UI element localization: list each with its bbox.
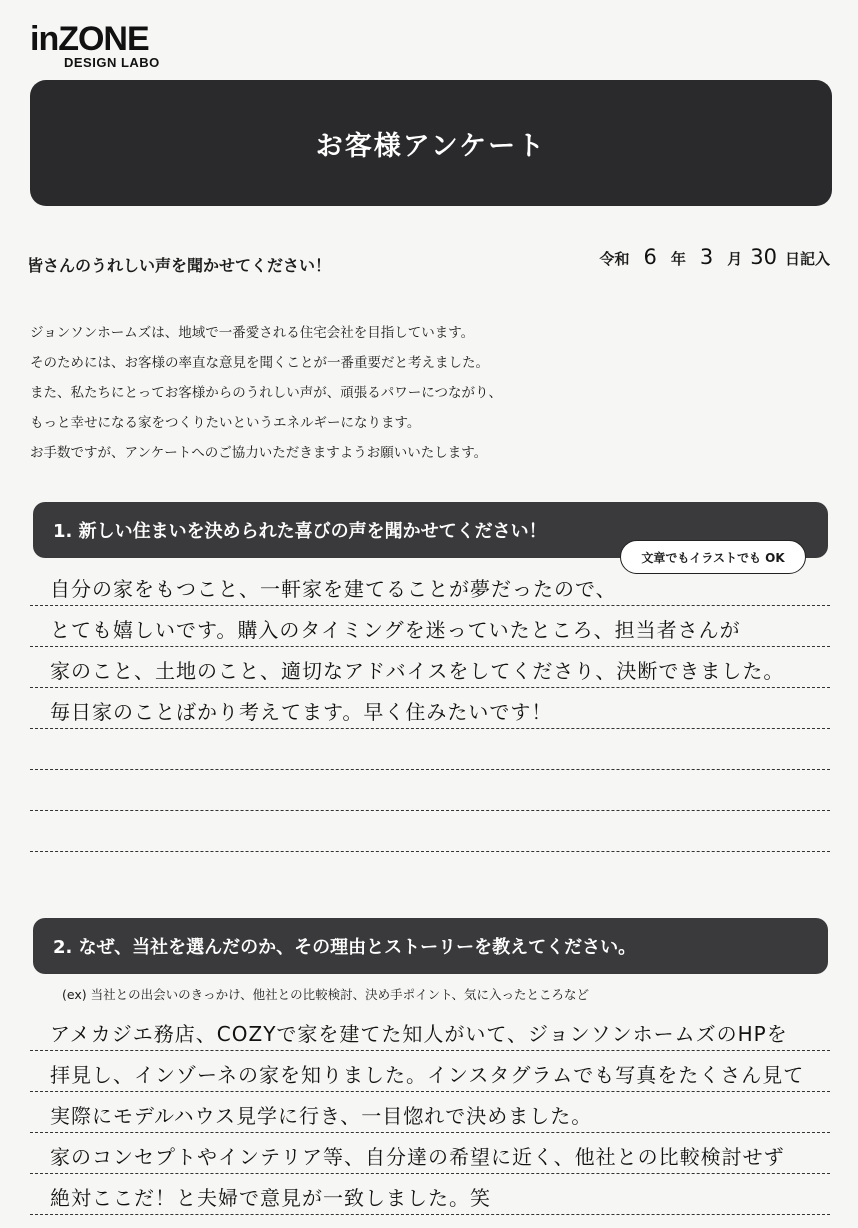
answer-line (30, 606, 830, 647)
date-day-value: 30 (750, 245, 777, 269)
date-field (599, 245, 830, 269)
page-subtitle: 皆さんのうれしい声を聞かせてください！ (27, 256, 332, 275)
handwritten-answer: 拝見し、インゾーネの家を知りました。インスタグラムでも写真をたくさん見て (50, 1063, 805, 1087)
logo-sub-text: DESIGN LABO (64, 55, 160, 70)
section2-answer-area[interactable] (30, 1010, 830, 1215)
section2-header (33, 918, 828, 974)
company-logo (30, 22, 170, 70)
page-title: お客様アンケート (315, 130, 547, 162)
intro-text (30, 318, 790, 468)
handwritten-answer: 毎日家のことばかり考えてます。早く住みたいです！ (50, 700, 553, 724)
answer-line (30, 1010, 830, 1051)
answer-line (30, 1051, 830, 1092)
intro-line: また、私たちにとってお客様からのうれしい声が、頑張るパワーにつながり、 (30, 385, 502, 401)
date-month-value: 3 (699, 245, 714, 269)
date-month-unit: 月 (727, 250, 743, 268)
answer-line (30, 647, 830, 688)
intro-line: ジョンソンホームズは、地域で一番愛される住宅会社を目指しています。 (30, 325, 475, 341)
answer-line (30, 770, 830, 811)
intro-line: お手数ですが、アンケートへのご協力いただきますようお願いいたします。 (30, 445, 488, 461)
date-era: 令和 (599, 250, 630, 268)
date-day-unit: 日記入 (784, 250, 830, 268)
handwritten-answer: 家のこと、土地のこと、適切なアドバイスをしてくださり、決断できました。 (50, 659, 785, 683)
logo-main-text: inZONE (30, 20, 149, 58)
date-year-value: 6 (643, 245, 657, 269)
answer-line (30, 1092, 830, 1133)
answer-line (30, 1174, 830, 1215)
handwritten-answer: とても嬉しいです。購入のタイミングを迷っていたところ、担当者さんが (50, 618, 741, 642)
answer-line (30, 811, 830, 852)
section2-heading: 2. なぜ、当社を選んだのか、その理由とストーリーを教えてください。 (53, 937, 637, 958)
handwritten-answer: 実際にモデルハウス見学に行き、一目惚れで決めました。 (50, 1104, 593, 1128)
answer-line (30, 1133, 830, 1174)
section1-answer-area[interactable] (30, 565, 830, 852)
answer-line (30, 565, 830, 606)
intro-line: そのためには、お客様の率直な意見を聞くことが一番重要だと考えました。 (30, 355, 489, 371)
handwritten-answer: アメカジエ務店、COZYで家を建てた知人がいて、ジョンソンホームズのHPを (50, 1022, 788, 1046)
hint-speech-bubble: 文章でもイラストでも OK (620, 540, 806, 574)
handwritten-answer: 自分の家をもつこと、一軒家を建てることが夢だったので、 (50, 577, 617, 601)
handwritten-answer: 家のコンセプトやインテリア等、自分達の希望に近く、他社との比較検討せず (50, 1145, 785, 1169)
handwritten-answer: 絶対ここだ！と夫婦で意見が一致しました。笑 (50, 1186, 491, 1210)
intro-line: もっと幸せになる家をつくりたいというエネルギーになります。 (30, 415, 421, 431)
date-year-unit: 年 (670, 250, 686, 268)
title-banner (30, 80, 832, 206)
section1-heading: 1. 新しい住まいを決められた喜びの声を聞かせてください！ (53, 521, 547, 542)
section2-example-note: (ex) 当社との出会いのきっかけ、他社との比較検討、決め手ポイント、気に入ったところなど (62, 987, 589, 1002)
answer-line (30, 729, 830, 770)
answer-line (30, 688, 830, 729)
